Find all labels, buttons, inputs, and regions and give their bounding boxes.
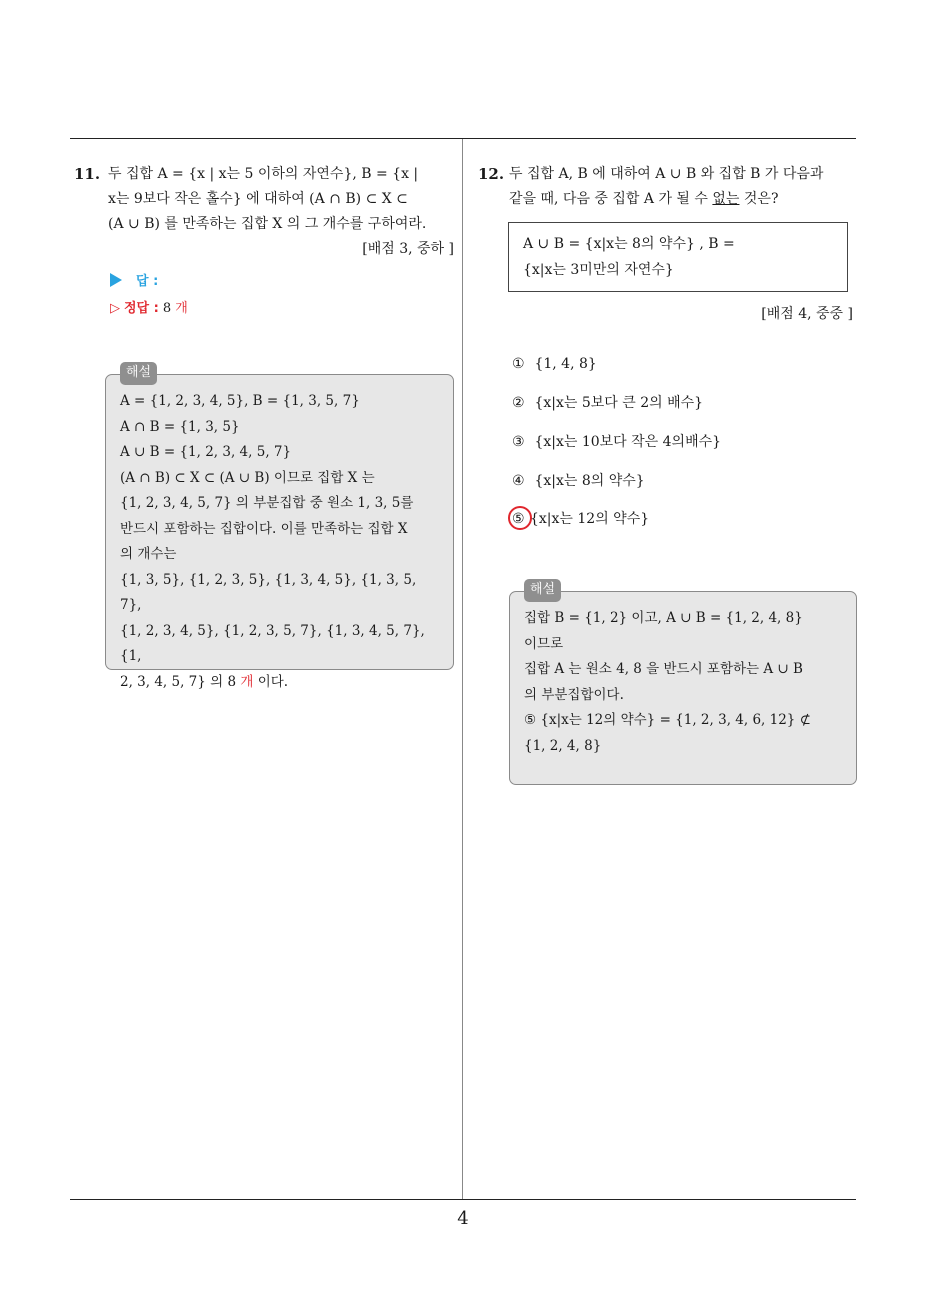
correct-unit: 개 (175, 301, 188, 316)
explanation-line: 집합 B = {1, 2} 이고, A ∪ B = {1, 2, 4, 8} (524, 610, 803, 626)
score-label: [배점 3, 중하 ] (362, 241, 454, 257)
correct-label: 정답 : (124, 301, 159, 316)
condition-box (508, 222, 848, 292)
triangle-outline-icon: ▷ (110, 301, 120, 316)
choice-text: {x|x는 5보다 큰 2의 배수} (534, 395, 704, 411)
choice-text: {x|x는 10보다 작은 4의배수} (534, 434, 722, 450)
explanation-line: {1, 2, 4, 8} (524, 737, 602, 754)
explanation-last-line: 2, 3, 4, 5, 7} 의 8 개 이다. (120, 673, 289, 690)
explanation-tag: 해설 (120, 362, 157, 385)
page-number: 4 (457, 1208, 469, 1229)
explanation-line: {1, 2, 3, 4, 5}, {1, 2, 3, 5, 7}, {1, 3, 4, 5, 7}, {1, (120, 622, 425, 664)
question-line: 두 집합 A = {x | x는 5 이하의 자연수}, B = {x | (108, 166, 419, 182)
underlined-word: 없는 (712, 191, 740, 207)
choice-text: {x|x는 8의 약수} (534, 473, 645, 489)
explanation-line: A ∪ B = {1, 2, 3, 4, 5, 7} (120, 444, 292, 460)
column-divider (462, 139, 463, 1199)
explanation-line: (A ∩ B) ⊂ X ⊂ (A ∪ B) 이므로 집합 X 는 (120, 469, 375, 486)
choice-5[interactable] (512, 508, 649, 530)
explanation-line: A = {1, 2, 3, 4, 5}, B = {1, 3, 5, 7} (120, 393, 360, 409)
explanation-line: {1, 3, 5}, {1, 2, 3, 5}, {1, 3, 4, 5}, {1, 3, 5, 7}, (120, 571, 417, 613)
question-12 (478, 162, 856, 212)
choice-mark: ③ (512, 434, 525, 450)
explanation-line: ⑤ {x|x는 12의 약수} = {1, 2, 3, 4, 6, 12} ⊄ (524, 712, 811, 728)
choice-mark: ⑤ (512, 511, 525, 527)
question-number: 11. (74, 165, 101, 183)
explanation-line: 의 개수는 (120, 546, 177, 562)
question-line: x는 9보다 작은 홀수} 에 대하여 (A ∩ B) ⊂ X ⊂ (108, 191, 408, 207)
question-11 (74, 162, 454, 262)
answer-label: 답 : (136, 274, 159, 289)
question-text (108, 162, 454, 237)
choice-1[interactable] (512, 353, 597, 375)
choice-text: {1, 4, 8} (534, 356, 597, 372)
explanation-line: 반드시 포함하는 집합이다. 이를 만족하는 집합 X (120, 520, 408, 537)
explanation-line: 집합 A 는 원소 4, 8 을 반드시 포함하는 A ∪ B (524, 661, 803, 677)
choice-mark: ④ (512, 473, 525, 489)
question-12-score (478, 302, 853, 327)
question-line: (A ∪ B) 를 만족하는 집합 X 의 그 개수를 구하여라. (108, 216, 427, 232)
score-label: [배점 4, 중중 ] (761, 306, 853, 322)
explanation-line: A ∩ B = {1, 3, 5} (120, 418, 240, 435)
choice-3[interactable] (512, 431, 721, 453)
choice-mark: ② (512, 395, 525, 411)
explanation-line: 의 부분집합이다. (524, 686, 624, 703)
question-text (509, 162, 856, 212)
question-line: 두 집합 A, B 에 대하여 A ∪ B 와 집합 B 가 다음과 (509, 166, 824, 182)
correct-answer-row (110, 299, 188, 319)
play-icon (110, 273, 122, 287)
correct-value: 8 (162, 301, 172, 316)
answer-row (110, 272, 158, 292)
choice-text: {x|x는 12의 약수} (530, 511, 650, 527)
bottom-rule (70, 1199, 856, 1200)
question-line: 같을 때, 다음 중 집합 A 가 될 수 없는 것은? (509, 191, 779, 207)
explanation-box-11 (105, 365, 454, 690)
condition-line: A ∪ B = {x|x는 8의 약수} , B = (523, 236, 735, 252)
top-rule (70, 138, 856, 139)
explanation-line: 이므로 (524, 635, 564, 652)
choice-2[interactable] (512, 392, 703, 414)
question-number: 12. (478, 165, 505, 183)
choice-mark: ① (512, 356, 525, 372)
explanation-tag: 해설 (524, 579, 561, 602)
choice-4[interactable] (512, 470, 645, 492)
explanation-box-12 (509, 582, 857, 785)
explanation-line: {1, 2, 3, 4, 5, 7} 의 부분집합 중 원소 1, 3, 5를 (120, 495, 414, 511)
condition-line: {x|x는 3미만의 자연수} (523, 262, 674, 278)
